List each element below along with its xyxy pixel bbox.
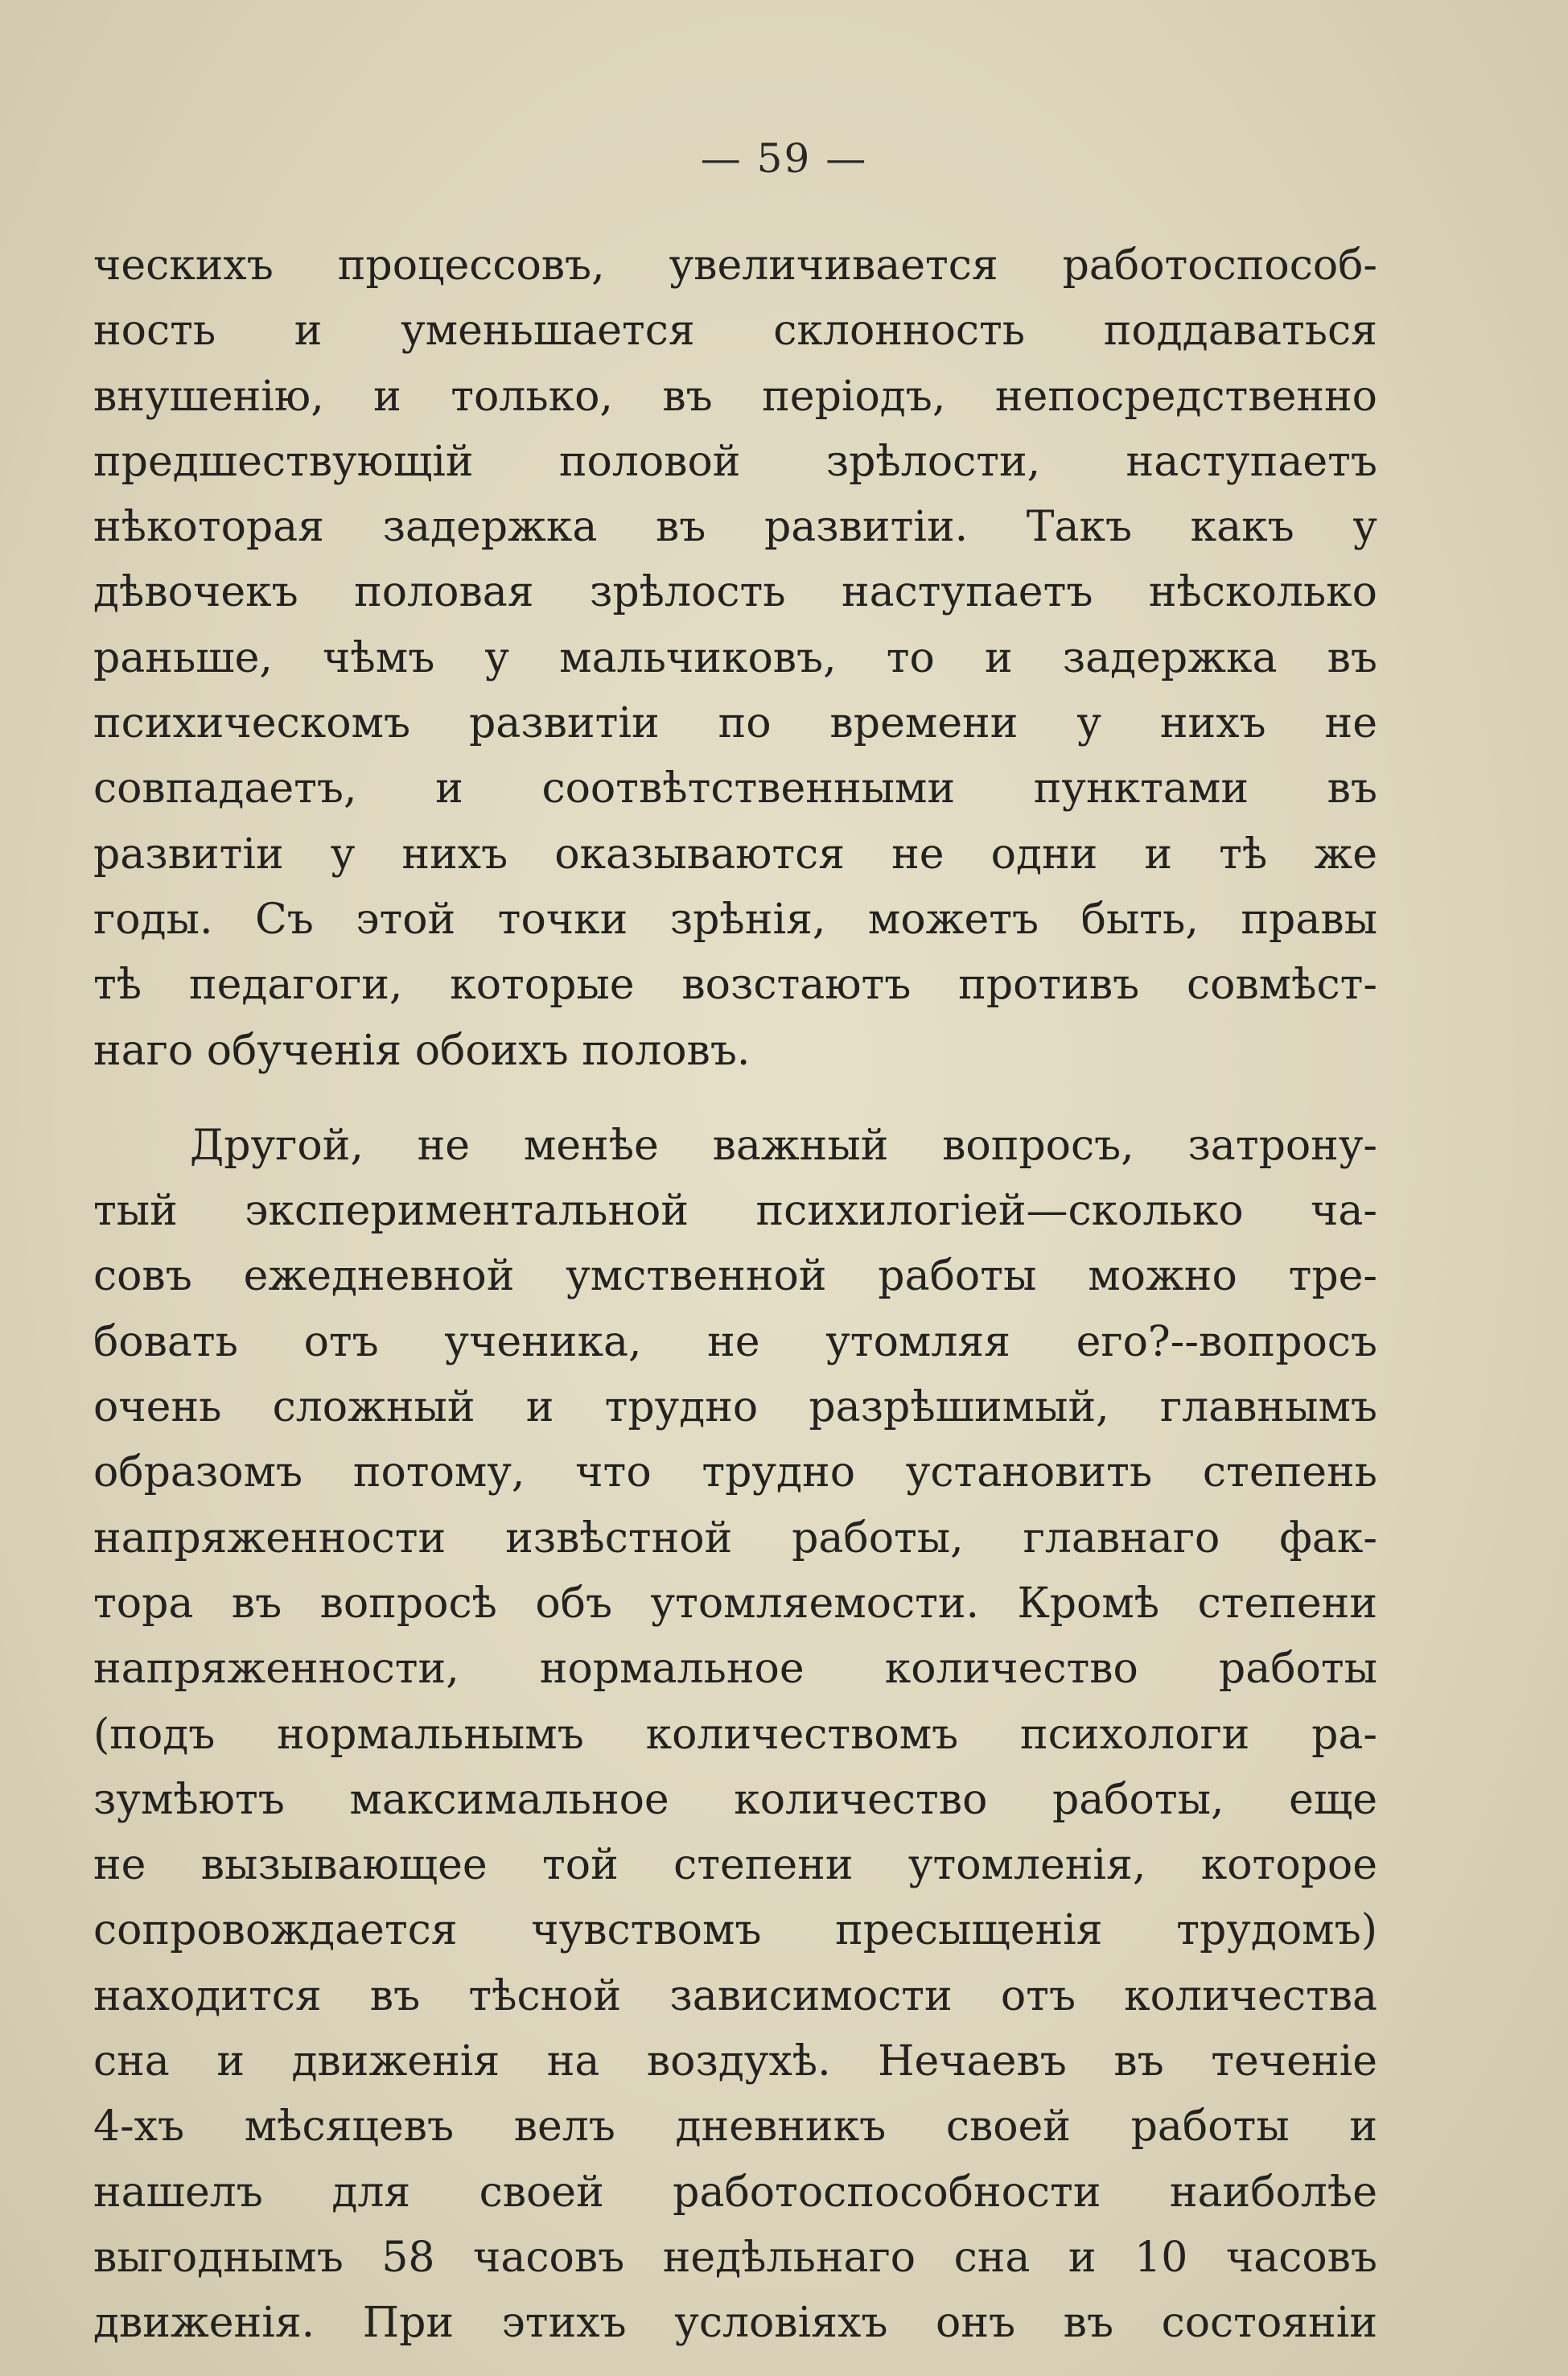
text-line: очень сложный и трудно разрѣшимый, главнымъ <box>93 1383 1377 1432</box>
text-line: развитіи у нихъ оказываются не одни и тѣ же <box>93 830 1377 879</box>
page-number: — 59 — <box>700 135 868 182</box>
text-line: выгоднымъ 58 часовъ недѣльнаго сна и 10 часовъ <box>93 2233 1377 2282</box>
text-line: годы. Съ этой точки зрѣнія, можетъ быть, правы <box>93 895 1377 944</box>
text-line: тора въ вопросѣ объ утомляемости. Кромѣ степени <box>93 1579 1377 1628</box>
text-line: совъ ежедневной умственной работы можно тре- <box>93 1252 1377 1301</box>
paragraph-1 <box>93 233 1377 1084</box>
text-line: нашелъ для своей работоспособности наиболѣе <box>93 2168 1377 2217</box>
text-line: 4-хъ мѣсяцевъ велъ дневникъ своей работы и <box>93 2102 1377 2152</box>
text-line: психическомъ развитіи по времени у нихъ не <box>93 699 1377 748</box>
text-line: раньше, чѣмъ у мальчиковъ, то и задержка въ <box>93 633 1377 682</box>
text-line: ность и уменьшается склонность поддаваться <box>93 307 1377 356</box>
text-line: зумѣютъ максимальное количество работы, еще <box>93 1775 1377 1824</box>
text-line: внушенію, и только, въ періодъ, непосредственно <box>93 372 1377 421</box>
text-line: не вызывающее той степени утомленія, которое <box>93 1841 1377 1890</box>
text-line: совпадаетъ, и соотвѣтственными пунктами въ <box>93 764 1377 813</box>
text-line: наго обученія обоихъ половъ. <box>93 1026 751 1075</box>
text-line: нѣкоторая задержка въ развитіи. Такъ какъ у <box>93 503 1377 552</box>
text-line: предшествующій половой зрѣлости, наступаетъ <box>93 437 1377 486</box>
text-line: (подъ нормальнымъ количествомъ психологи ра- <box>93 1710 1377 1759</box>
text-line: образомъ потому, что трудно установить степень <box>93 1448 1377 1497</box>
text-line: напряженности извѣстной работы, главнаго фак- <box>93 1513 1377 1563</box>
text-line: сопровождается чувствомъ пресыщенія трудомъ) <box>93 1906 1377 1955</box>
text-line: находится въ тѣсной зависимости отъ количества <box>93 1971 1377 2020</box>
text-line: дѣвочекъ половая зрѣлость наступаетъ нѣсколько <box>93 568 1377 617</box>
paragraph-2 <box>93 1114 1377 2357</box>
text-line: сна и движенія на воздухѣ. Нечаевъ въ теченіе <box>93 2037 1377 2086</box>
paragraph-gap <box>93 1084 1377 1114</box>
text-line: тый экспериментальной психилогіей—сколько ча- <box>93 1187 1377 1236</box>
text-line: движенія. При этихъ условіяхъ онъ въ состояніи <box>93 2299 1377 2348</box>
text-line: Другой, не менѣе важный вопросъ, затрону- <box>190 1121 1377 1170</box>
text-line: тѣ педагоги, которые возстаютъ противъ совмѣст- <box>93 961 1377 1010</box>
body-text <box>93 233 1377 2357</box>
text-line: напряженности, нормальное количество работы <box>93 1645 1377 1694</box>
text-line: бовать отъ ученика, не утомляя его?--вопросъ <box>93 1317 1377 1366</box>
text-line: ческихъ процессовъ, увеличивается работоспособ- <box>93 241 1377 290</box>
